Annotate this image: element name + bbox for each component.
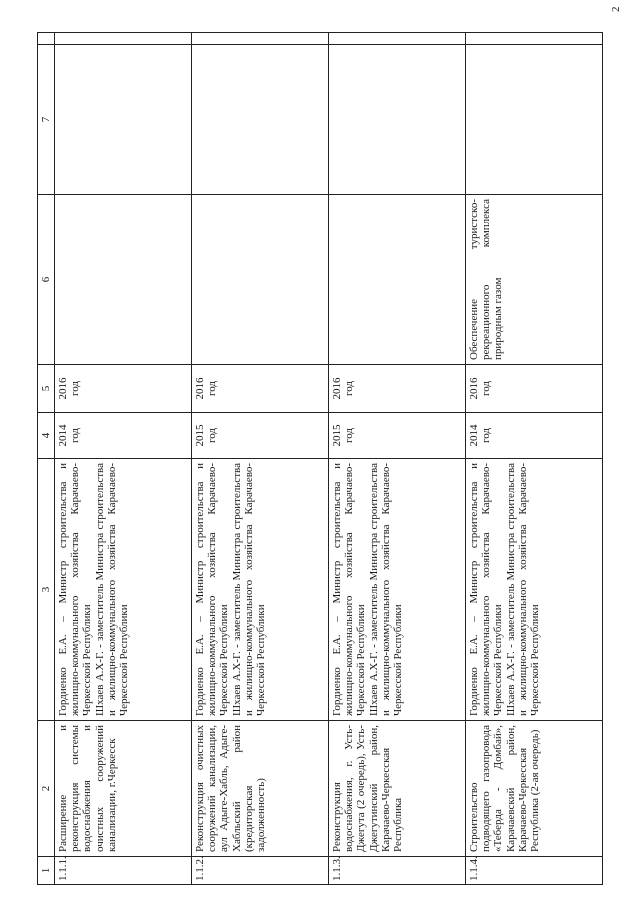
header-col-6: 6	[38, 195, 55, 365]
table-row	[466, 33, 603, 885]
edge-cell	[192, 33, 329, 45]
expected-result	[329, 195, 466, 365]
end-year: 2016 год	[329, 365, 466, 413]
header-col-4: 4	[38, 413, 55, 459]
responsible-persons	[466, 459, 603, 721]
header-col-1: 1	[38, 857, 55, 885]
header-col-2: 2	[38, 721, 55, 857]
start-year: 2014 год	[466, 413, 603, 459]
edge-cell	[55, 33, 192, 45]
responsible-persons	[192, 459, 329, 721]
rotated-table-container	[37, 33, 617, 885]
table-row	[55, 33, 192, 885]
responsible-persons	[55, 459, 192, 721]
start-year: 2015 год	[192, 413, 329, 459]
responsible-minister: Гордиенко Е.А. – Министр строительства и жилищно-коммунального хозяйства Карачаево-Черкесской Республики	[331, 463, 368, 716]
measure-name: Реконструкция водоснабжения, г. Усть-Джегута (2 очередь), Усть-Джегутинский район, Карачаево-Черкесская Республика	[329, 721, 466, 857]
responsible-persons	[329, 459, 466, 721]
measure-name: Строительство подводящего газопровода «Теберда - Домбай», Карачаевский район, Карачаево-Черкесская Республика (2-ая очередь)	[466, 721, 603, 857]
start-year: 2014 год	[55, 413, 192, 459]
note-cell	[329, 45, 466, 195]
header-col-edge	[38, 33, 55, 45]
measure-name: Реконструкция очистных сооружений канализации, аул Адыге-Хабль, Адыге-Хабльский район (кредиторская задолженность)	[192, 721, 329, 857]
note-cell	[192, 45, 329, 195]
end-year: 2016 год	[466, 365, 603, 413]
header-col-5: 5	[38, 365, 55, 413]
note-cell	[466, 45, 603, 195]
row-number: 1.1.1.	[55, 857, 192, 885]
table-row	[329, 33, 466, 885]
row-number: 1.1.3.	[329, 857, 466, 885]
header-col-7: 7	[38, 45, 55, 195]
responsible-minister: Гордиенко Е.А. – Министр строительства и жилищно-коммунального хозяйства Карачаево-Черкесской Республики	[468, 463, 505, 716]
end-year: 2016 год	[192, 365, 329, 413]
expected-result	[55, 195, 192, 365]
page-number: 2	[610, 6, 622, 12]
table-row	[192, 33, 329, 885]
expected-result	[192, 195, 329, 365]
responsible-deputy: Шхаев А.Х-Г. - заместитель Министра строительства и жилищно-коммунального хозяйства Карачаево-Черкесской Республики	[367, 463, 405, 716]
responsible-minister: Гордиенко Е.А. – Министр строительства и жилищно-коммунального хозяйства Карачаево-Черкесской Республики	[194, 463, 231, 716]
responsible-deputy: Шхаев А.Х-Г. - заместитель Министра строительства и жилищно-коммунального хозяйства Карачаево-Черкесской Республики	[93, 463, 131, 716]
row-number: 1.1.2.	[192, 857, 329, 885]
end-year: 2016 год	[55, 365, 192, 413]
expected-result: Обеспечение туристско-рекреационного комплекса природным газом	[466, 195, 603, 365]
responsible-deputy: Шхаев А.Х-Г. - заместитель Министра строительства и жилищно-коммунального хозяйства Карачаево-Черкесской Республики	[230, 463, 268, 716]
header-col-3: 3	[38, 459, 55, 721]
program-measures-table	[37, 32, 603, 885]
row-number: 1.1.4.	[466, 857, 603, 885]
header-row	[38, 33, 55, 885]
responsible-minister: Гордиенко Е.А. – Министр строительства и жилищно-коммунального хозяйства Карачаево-Черкесской Республики	[57, 463, 94, 716]
note-cell	[55, 45, 192, 195]
start-year: 2015 год	[329, 413, 466, 459]
responsible-deputy: Шхаев А.Х-Г. - заместитель Министра строительства и жилищно-коммунального хозяйства Карачаево-Черкесской Республики	[504, 463, 542, 716]
measure-name: Расширение и реконструкция системы водоснабжения и очистных сооружений канализации, г.Черкесск	[55, 721, 192, 857]
edge-cell	[329, 33, 466, 45]
edge-cell	[466, 33, 603, 45]
